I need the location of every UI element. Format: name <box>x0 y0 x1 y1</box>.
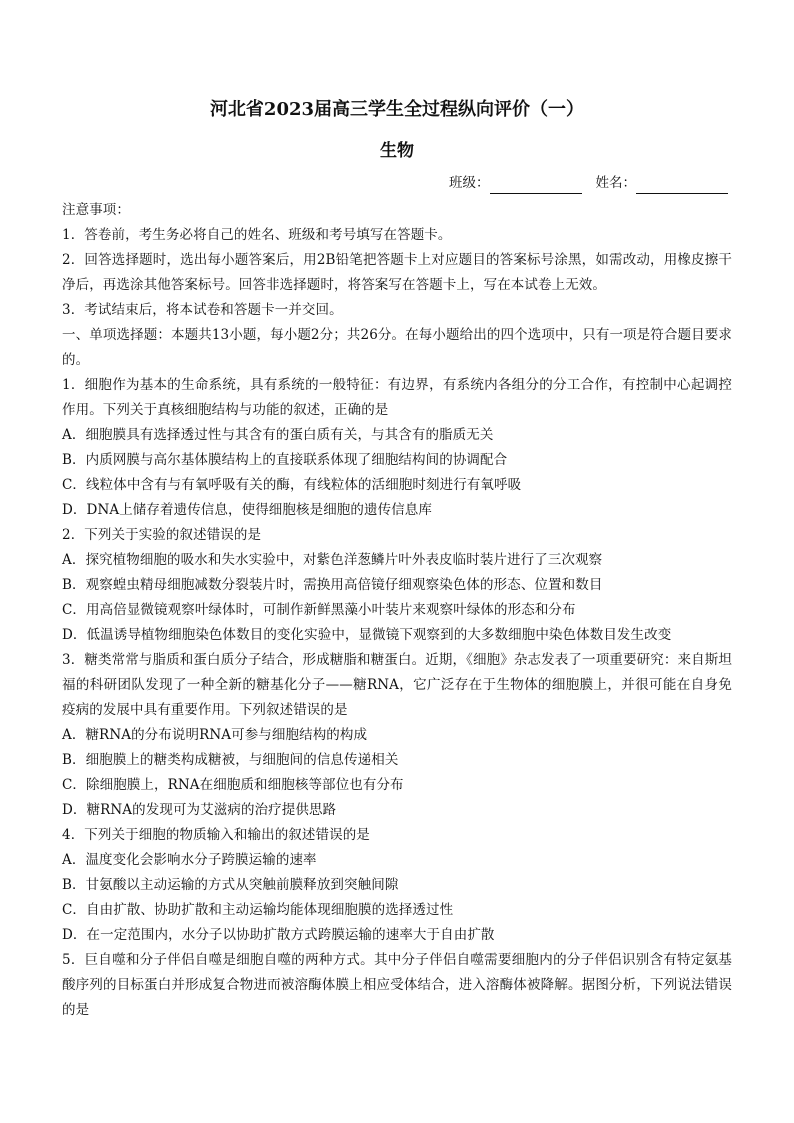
class-label: 班级： <box>449 175 490 191</box>
question-option: B．细胞膜上的糖类构成糖被，与细胞间的信息传递相关 <box>62 752 399 768</box>
question-option: D．糖RNA的发现可为艾滋病的治疗提供思路 <box>62 802 337 818</box>
notes-heading: 注意事项： <box>62 202 130 218</box>
question-option: B．内质网膜与高尔基体膜结构上的直接联系体现了细胞结构间的协调配合 <box>62 452 508 468</box>
question-option: C．用高倍显微镜观察叶绿体时，可制作新鲜黑藻小叶装片来观察叶绿体的形态和分布 <box>62 602 576 618</box>
question-option: C．除细胞膜上，RNA在细胞质和细胞核等部位也有分布 <box>62 777 404 793</box>
question-stem: 2．下列关于实验的叙述错误的是 <box>62 527 262 543</box>
question-option: C．自由扩散、协助扩散和主动运输均能体现细胞膜的选择透过性 <box>62 902 454 918</box>
question-option: A．温度变化会影响水分子跨膜运输的速率 <box>62 852 317 868</box>
note-item: 2．回答选择题时，选出每小题答案后，用2B铅笔把答题卡上对应题目的答案标号涂黑，如需改动，用橡皮擦干净后，再选涂其他答案标号。回答非选择题时，将答案写在答题卡上，写在本试卷上无效。 <box>62 252 732 293</box>
question-stem: 1．细胞作为基本的生命系统，具有系统的一般特征：有边界，有系统内各组分的分工合作，有控制中心起调控作用。下列关于真核细胞结构与功能的叙述，正确的是 <box>62 377 732 418</box>
question-option: D．在一定范围内，水分子以协助扩散方式跨膜运输的速率大于自由扩散 <box>62 927 495 943</box>
question-option: B．观察蝗虫精母细胞减数分裂装片时，需换用高倍镜仔细观察染色体的形态、位置和数目 <box>62 577 603 593</box>
question-option: D．低温诱导植物细胞染色体数目的变化实验中，显微镜下观察到的大多数细胞中染色体数目发生改变 <box>62 627 672 643</box>
subject-title: 生物 <box>380 141 414 161</box>
question-option: A．细胞膜具有选择透过性与其含有的蛋白质有关，与其含有的脂质无关 <box>62 427 494 443</box>
name-label: 姓名： <box>595 175 636 191</box>
question-stem: 3．糖类常常与脂质和蛋白质分子结合，形成糖脂和糖蛋白。近期，《细胞》杂志发表了一项重要研究：来自斯坦福的科研团队发现了一种全新的糖基化分子——糖RNA，它广泛存在于生物体的细胞膜上，并很可能在自身免疫病的发展中具有重要作用。下列叙述错误的是 <box>62 652 732 718</box>
class-blank[interactable] <box>490 177 582 194</box>
section-heading: 一、单项选择题：本题共13小题，每小题2分；共26分。在每小题给出的四个选项中，只有一项是符合题目要求的。 <box>62 327 732 368</box>
name-blank[interactable] <box>636 177 728 194</box>
note-item: 1．答卷前，考生务必将自己的姓名、班级和考号填写在答题卡。 <box>62 227 452 243</box>
exam-body <box>62 198 732 1023</box>
student-info-row <box>449 172 728 194</box>
question-stem: 5．巨自噬和分子伴侣自噬是细胞自噬的两种方式。其中分子伴侣自噬需要细胞内的分子伴侣识别含有特定氨基酸序列的目标蛋白并形成复合物进而被溶酶体膜上相应受体结合，进入溶酶体被降解。据图分析，下列说法错误的是 <box>62 952 732 1018</box>
note-item: 3．考试结束后，将本试卷和答题卡一并交回。 <box>62 302 343 318</box>
question-option: A．糖RNA的分布说明RNA可参与细胞结构的构成 <box>62 727 368 743</box>
exam-title: 河北省2023届高三学生全过程纵向评价（一） <box>209 99 585 120</box>
question-option: C．线粒体中含有与有氧呼吸有关的酶，有线粒体的活细胞时刻进行有氧呼吸 <box>62 477 522 493</box>
question-option: D．DNA上储存着遗传信息，使得细胞核是细胞的遗传信息库 <box>62 502 433 518</box>
question-stem: 4．下列关于细胞的物质输入和输出的叙述错误的是 <box>62 827 370 843</box>
question-option: B．甘氨酸以主动运输的方式从突触前膜释放到突触间隙 <box>62 877 399 893</box>
question-option: A．探究植物细胞的吸水和失水实验中，对紫色洋葱鳞片叶外表皮临时装片进行了三次观察 <box>62 552 603 568</box>
